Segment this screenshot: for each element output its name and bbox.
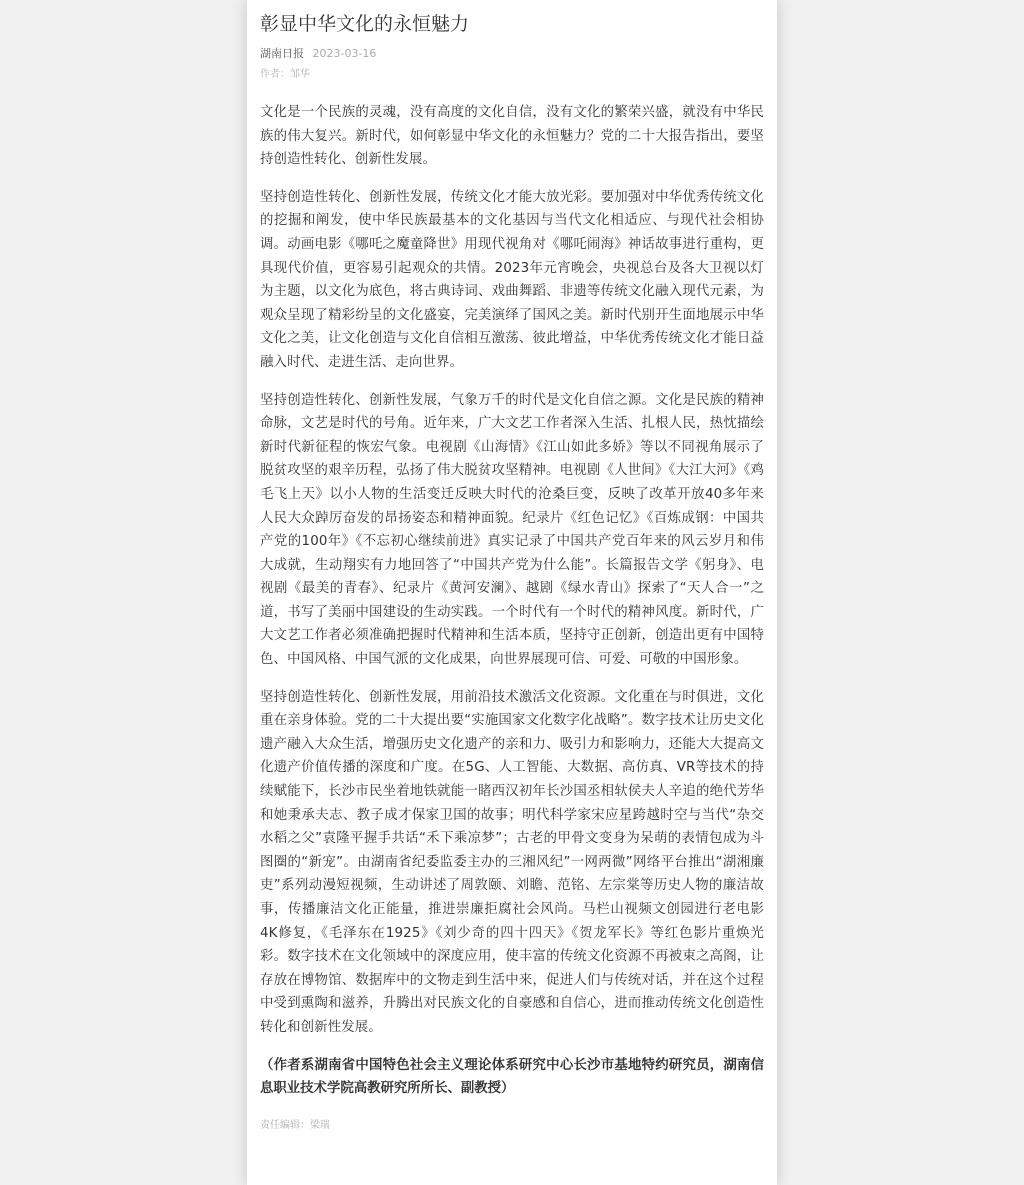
article-paragraph: 文化是一个民族的灵魂，没有高度的文化自信，没有文化的繁荣兴盛，就没有中华民族的伟大复兴。新时代，如何彰显中华文化的永恒魅力？党的二十大报告指出，要坚持创造性转化、创新性发展。 [260, 105, 764, 168]
article-source: 湖南日报 [260, 47, 304, 60]
article-author: 作者：邹华 [260, 69, 310, 80]
article-page [247, 0, 777, 1185]
author-note: （作者系湖南省中国特色社会主义理论体系研究中心长沙市基地特约研究员，湖南信息职业技术学院高教研究所所长、副教授） [260, 1057, 764, 1097]
article-paragraph: 坚持创造性转化、创新性发展，用前沿技术激活文化资源。文化重在与时俱进，文化重在亲身体验。党的二十大提出要“实施国家文化数字化战略”。数字技术让历史文化遗产融入大众生活，增强历史文化遗产的亲和力、吸引力和影响力，还能大大提高文化遗产价值传播的深度和广度。在5G、人工智能、大数据、高仿真、VR等技术的持续赋能下，长沙市民坐着地铁就能一睹西汉初年长沙国丞相轪侯夫人辛追的绝代芳华和她秉承夫志、教子成才保家卫国的故事；明代科学家宋应星跨越时空与当代“杂交水稻之父”袁隆平握手共话“禾下乘凉梦”；古老的甲骨文变身为呆萌的表情包成为斗图圈的“新宠”。由湖南省纪委监委主办的三湘风纪”一网两微”网络平台推出“湖湘廉吏”系列动漫短视频，生动讲述了周敦颐、刘瞻、范铭、左宗棠等历史人物的廉洁故事，传播廉洁文化正能量，推进崇廉拒腐社会风尚。马栏山视频文创园进行老电影4K修复，《毛泽东在1925》《刘少奇的四十四天》《贺龙军长》等红色影片重焕光彩。数字技术在文化领域中的深度应用，使丰富的传统文化资源不再被束之高阁，让存放在博物馆、数据库中的文物走到生活中来，促进人们与传统对话，并在这个过程中受到熏陶和滋养，升腾出对民族文化的自豪感和自信心，进而推动传统文化创造性转化和创新性发展。 [260, 689, 764, 1035]
article-date: 2023-03-16 [312, 47, 377, 60]
article-title: 彰显中华文化的永恒魅力 [260, 13, 470, 35]
article-paragraph: 坚持创造性转化、创新性发展，传统文化才能大放光彩。要加强对中华优秀传统文化的挖掘和阐发，使中华民族最基本的文化基因与当代文化相适应、与现代社会相协调。动画电影《哪吒之魔童降世》用现代视角对《哪吒闹海》神话故事进行重构，更具现代价值，更容易引起观众的共情。2023年元宵晚会，央视总台及各大卫视以灯为主题，以文化为底色，将古典诗词、戏曲舞蹈、非遗等传统文化融入现代元素，为观众呈现了精彩纷呈的文化盛宴，完美演绎了国风之美。新时代别开生面地展示中华文化之美，让文化创造与文化自信相互激荡、彼此增益，中华优秀传统文化才能日益融入时代、走进生活、走向世界。 [260, 189, 764, 370]
article-paragraph: 坚持创造性转化、创新性发展，气象万千的时代是文化自信之源。文化是民族的精神命脉，文艺是时代的号角。近年来，广大文艺工作者深入生活、扎根人民，热忱描绘新时代新征程的恢宏气象。电视剧《山海情》《江山如此多娇》等以不同视角展示了脱贫攻坚的艰辛历程，弘扬了伟大脱贫攻坚精神。电视剧《人世间》《大江大河》《鸡毛飞上天》以小人物的生活变迁反映大时代的沧桑巨变，反映了改革开放40多年来人民大众踔厉奋发的昂扬姿态和精神面貌。纪录片《红色记忆》《百炼成钢：中国共产党的100年》《不忘初心继续前进》真实记录了中国共产党百年来的风云岁月和伟大成就，生动翔实有力地回答了“中国共产党为什么能”。长篇报告文学《躬身》、电视剧《最美的青春》、纪录片《黄河安澜》、越剧《绿水青山》探索了“天人合一”之道，书写了美丽中国建设的生动实践。一个时代有一个时代的精神风度。新时代，广大文艺工作者必须准确把握时代精神和生活本质，坚持守正创新，创造出更有中国特色、中国风格、中国气派的文化成果，向世界展现可信、可爱、可敬的中国形象。 [260, 392, 764, 668]
article-meta [260, 46, 764, 62]
responsible-editor: 责任编辑：梁瑞 [260, 1119, 330, 1131]
